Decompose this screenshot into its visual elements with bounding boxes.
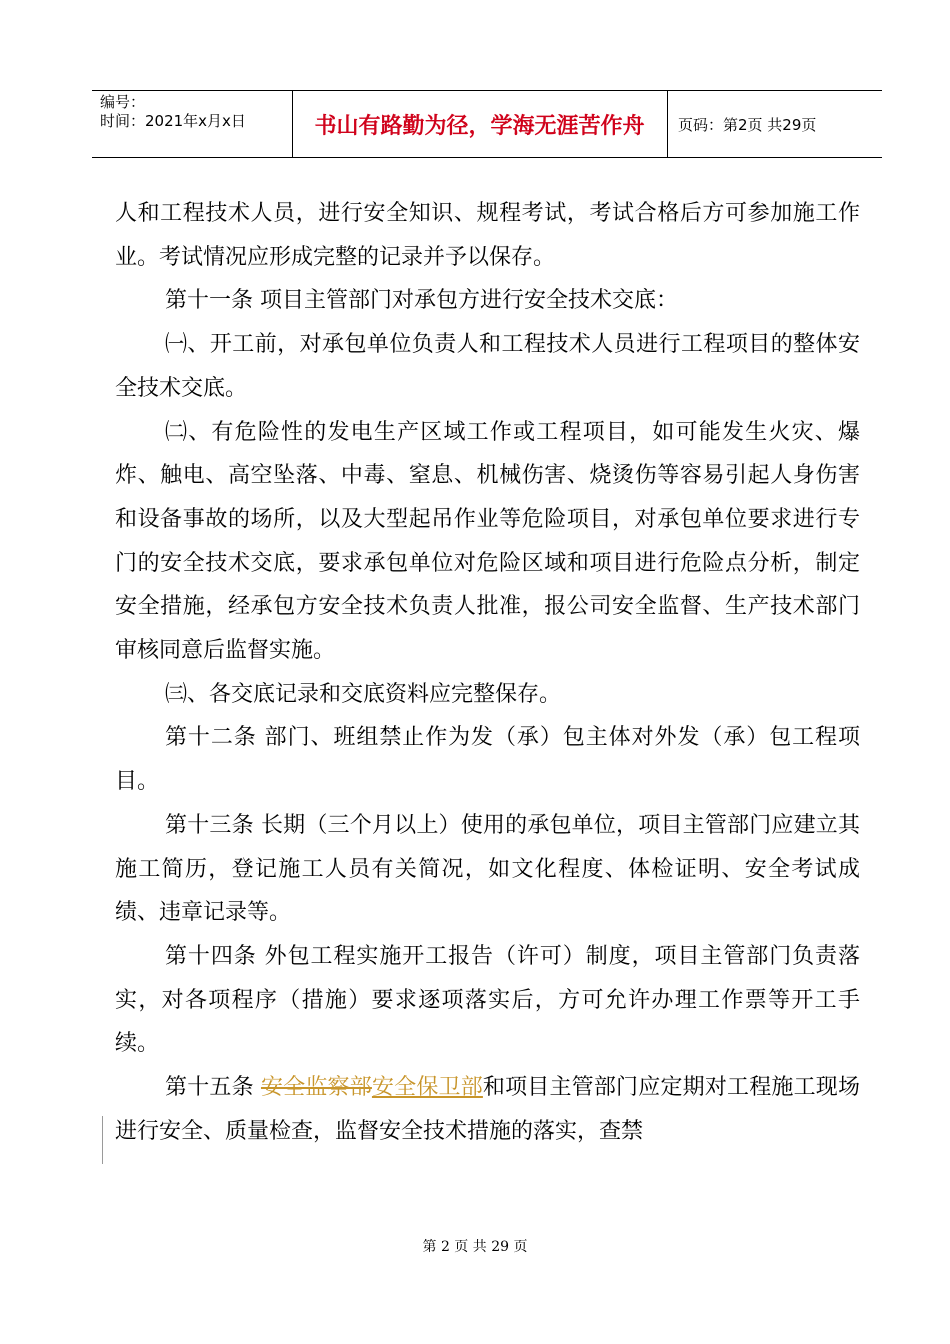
article-14: 第十四条 外包工程实施开工报告（许可）制度，项目主管部门负责落实，对各项程序（措施）要求逐项落实后，方可允许办理工作票等开工手续。: [115, 943, 860, 1057]
article-11: 第十一条 项目主管部门对承包方进行安全技术交底：: [165, 288, 678, 314]
inserted-text: 安全保卫部: [371, 1075, 483, 1101]
article-12: 第十二条 部门、班组禁止作为发（承）包主体对外发（承）包工程项目。: [115, 725, 860, 795]
article-15: [115, 1066, 860, 1153]
article-11-item-2: ㈡、有危险性的发电生产区域工作或工程项目，如可能发生火灾、爆炸、触电、高空坠落、中毒、窒息、机械伤害、烧烫伤等容易引起人身伤害和设备事故的场所，以及大型起吊作业等危险项目，对承包单位要求进行专门的安全技术交底，要求承包单位对危险区域和项目进行危险点分析，制定安全措施，经承包方安全技术负责人批准，报公司安全监督、生产技术部门审核同意后监督实施。: [115, 419, 860, 664]
header-meta: [100, 93, 246, 131]
article-13: 第十三条 长期（三个月以上）使用的承包单位，项目主管部门应建立其施工简历，登记施工人员有关简况，如文化程度、体检证明、安全考试成绩、违章记录等。: [115, 812, 860, 926]
document-body: [115, 192, 860, 1153]
paragraph-continuation: 人和工程技术人员，进行安全知识、规程考试，考试合格后方可参加施工作业。考试情况应形成完整的记录并予以保存。: [115, 201, 860, 270]
header-motto: 书山有路勤为径，学海无涯苦作舟: [314, 113, 645, 139]
revision-change-bar: [102, 1116, 103, 1164]
time-label: 时间：2021年x月x日: [100, 112, 246, 130]
header-page-label: 页码：第2页 共29页: [678, 115, 817, 134]
number-label: 编号：: [100, 93, 146, 111]
deleted-text: 安全监察部: [260, 1075, 372, 1101]
page-footer: 第 2 页 共 29 页: [422, 1239, 528, 1255]
article-15-rest: 和项目主管部门应定期对工程施工现场进行安全、质量检查，监督安全技术措施的落实，查禁: [115, 1075, 860, 1144]
article-11-item-1: ㈠、开工前，对承包单位负责人和工程技术人员进行工程项目的整体安全技术交底。: [115, 332, 860, 401]
header-divider: [667, 91, 668, 157]
page-header: [92, 90, 882, 158]
article-11-item-3: ㈢、各交底记录和交底资料应完整保存。: [165, 681, 562, 707]
article-15-prefix: 第十五条: [165, 1075, 261, 1101]
